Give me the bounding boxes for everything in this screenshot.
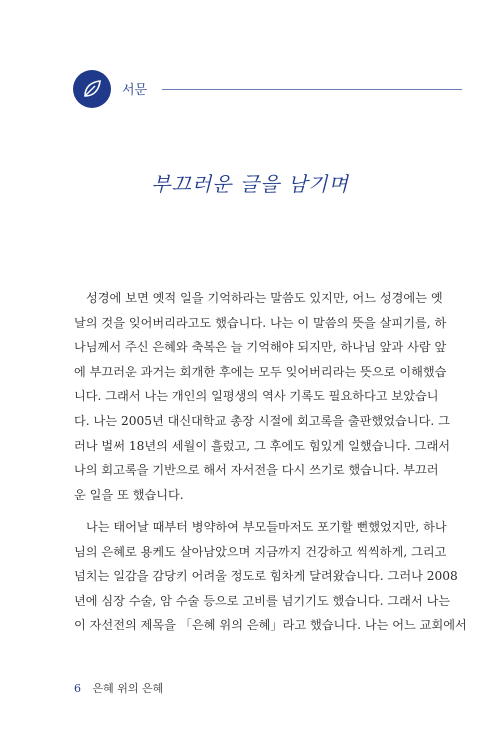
text-line: 다. 나는 2005년 대신대학교 총장 시절에 회고록을 출판했었습니다. 그 xyxy=(74,413,450,428)
page-footer xyxy=(74,680,163,696)
header-divider xyxy=(162,89,462,90)
text-line: 니다. 그래서 나는 개인의 일평생의 역사 기록도 필요하다고 보았습니 xyxy=(74,389,439,404)
section-header xyxy=(73,70,393,110)
text-line: 이 자선전의 제목을 「은혜 위의 은혜」라고 했습니다. 나는 어느 교회에서 xyxy=(74,618,467,633)
paragraph-1 xyxy=(74,286,450,507)
text-line: 님의 은혜로 용케도 살아남았으며 지금까지 건강하고 씩씩하게, 그리고 xyxy=(74,544,447,559)
text-line: 러나 벌써 18년의 세월이 흘렀고, 그 후에도 힘있게 일했습니다. 그래서 xyxy=(74,438,450,453)
text-line: 나님께서 주신 은혜와 축복은 늘 기억해야 되지만, 하나님 앞과 사람 앞 xyxy=(74,340,447,355)
text-line: 나는 태어날 때부터 병약하여 부모들마저도 포기할 뻔했었지만, 하나 xyxy=(86,520,447,534)
text-line: 넘치는 일감을 감당키 어려울 정도로 힘차게 달려왔습니다. 그러나 2008 xyxy=(74,569,458,584)
section-label: 서문 xyxy=(122,83,148,98)
text-line: 나의 회고록을 기반으로 해서 자서전을 다시 쓰기로 했습니다. 부끄러 xyxy=(74,463,439,478)
text-line: 에 부끄러운 과거는 회개한 후에는 모두 잊어버리라는 뜻으로 이해했습 xyxy=(74,364,447,379)
text-line: 년에 심장 수술, 암 수술 등으로 고비를 넘기기도 했습니다. 그래서 나는 xyxy=(74,593,451,608)
paragraph-2 xyxy=(74,515,467,638)
text-line: 운 일을 또 했습니다. xyxy=(74,487,184,502)
page-number: 6 xyxy=(74,682,81,695)
chapter-title: 부끄러운 글을 남기며 xyxy=(151,172,349,196)
leaf-logo-icon xyxy=(73,70,111,108)
text-line: 성경에 보면 옛적 일을 기억하라는 말씀도 있지만, 어느 성경에는 옛 xyxy=(86,291,443,305)
running-book-title: 은혜 위의 은혜 xyxy=(92,682,164,695)
text-line: 날의 것을 잊어버리라고도 했습니다. 나는 이 말씀의 뜻을 살피기를, 하 xyxy=(74,315,447,330)
